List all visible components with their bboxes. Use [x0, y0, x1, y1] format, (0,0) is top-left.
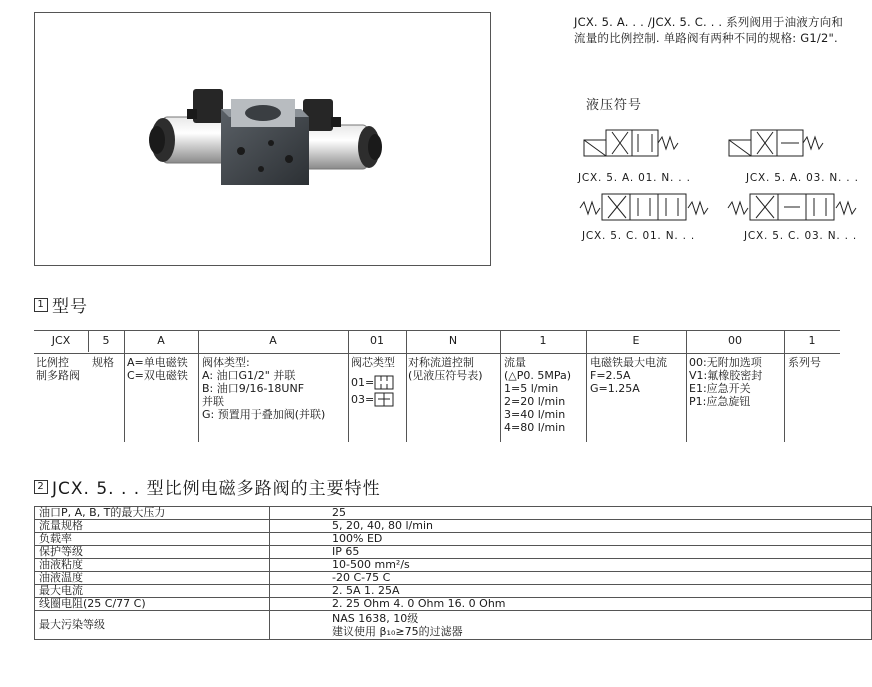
- code-desc-series: 比例控 制多路阀: [36, 356, 80, 382]
- code-header-current: E: [632, 334, 640, 347]
- hydraulic-symbol-a01: [582, 126, 692, 166]
- spec-label: 油口P, A, B, T的最大压力: [35, 507, 270, 520]
- spec-row: [35, 611, 872, 640]
- section-1-number: 1: [34, 298, 48, 312]
- symbol-label-a03: JCX. 5. A. 03. N. . .: [746, 172, 859, 184]
- code-header-options: 00: [728, 334, 742, 347]
- spec-value: NAS 1638, 10级 建议使用 β₁₀≥75的过滤器: [270, 611, 872, 640]
- code-desc-body-type: 阀体类型: A: 油口G1/2" 并联 B: 油口9/16-18UNF 并联 G: 预置用于叠加阀(并联): [202, 356, 326, 421]
- symbol-label-c03: JCX. 5. C. 03. N. . .: [744, 230, 858, 242]
- spool-symbol-03: [374, 392, 394, 407]
- section-1-title: [34, 292, 88, 317]
- symbol-label-a01: JCX. 5. A. 01. N. . .: [578, 172, 691, 184]
- spec-row: [35, 520, 872, 533]
- intro-text: [574, 14, 870, 46]
- spec-value: 25: [270, 507, 872, 520]
- code-desc-flow: 流量 (△P0. 5MPa) 1=5 l/min 2=20 l/min 3=40 l/min 4=80 l/min: [504, 356, 572, 434]
- spec-row: [35, 572, 872, 585]
- spec-label: 油液温度: [35, 572, 270, 585]
- intro-line-2: 流量的比例控制. 单路阀有两种不同的规格: G1/2".: [574, 31, 838, 45]
- spec-value: -20 C-75 C: [270, 572, 872, 585]
- spec-label: 最大电流: [35, 585, 270, 598]
- hydraulic-symbols-title: 液压符号: [586, 98, 643, 113]
- spec-value: IP 65: [270, 546, 872, 559]
- spec-value: 5, 20, 40, 80 l/min: [270, 520, 872, 533]
- section-2-title: [34, 474, 381, 499]
- spec-value: 100% ED: [270, 533, 872, 546]
- spec-row: [35, 507, 872, 520]
- spec-label: 流量规格: [35, 520, 270, 533]
- section-1-title-text: 型号: [52, 297, 88, 317]
- code-header-series: JCX: [51, 334, 71, 347]
- spec-row: [35, 585, 872, 598]
- code-desc-spool: 阀芯类型 01= 03=: [351, 356, 395, 406]
- spec-value: 2. 5A 1. 25A: [270, 585, 872, 598]
- spec-value: 10-500 mm²/s: [270, 559, 872, 572]
- spec-value: 2. 25 Ohm 4. 0 Ohm 16. 0 Ohm: [270, 598, 872, 611]
- code-desc-current: 电磁铁最大电流 F=2.5A G=1.25A: [590, 356, 667, 395]
- product-photo-frame: [34, 12, 491, 266]
- spec-label: 最大污染等级: [35, 611, 270, 640]
- spec-label: 保护等级: [35, 546, 270, 559]
- code-header-body-type: A: [269, 334, 277, 347]
- code-desc-options: 00:无附加选项 V1:氟橡胶密封 E1:应急开关 P1:应急旋钮: [689, 356, 763, 408]
- spec-label: 油液粘度: [35, 559, 270, 572]
- spec-row: [35, 546, 872, 559]
- hydraulic-symbol-c01: [576, 190, 716, 226]
- specs-table: [34, 506, 872, 640]
- code-header-solenoid: A: [157, 334, 165, 347]
- section-2-number: 2: [34, 480, 48, 494]
- hydraulic-symbol-a03: [727, 126, 837, 166]
- code-desc-size: 规格: [92, 356, 114, 369]
- symbol-label-c01: JCX. 5. C. 01. N. . .: [582, 230, 696, 242]
- code-header-size: 5: [102, 334, 110, 347]
- spec-row: [35, 533, 872, 546]
- code-header-series-number: 1: [808, 334, 816, 347]
- hydraulic-symbol-c03: [724, 190, 864, 226]
- code-header-flow: 1: [539, 334, 547, 347]
- spool-symbol-01: [374, 375, 394, 390]
- code-header-spool: 01: [370, 334, 384, 347]
- valve-photo: [35, 13, 490, 265]
- intro-line-1: JCX. 5. A. . . /JCX. 5. C. . . 系列阀用于油液方向和: [574, 15, 844, 29]
- spec-row: [35, 559, 872, 572]
- spec-label: 线圈电阻(25 C/77 C): [35, 598, 270, 611]
- spec-label: 负载率: [35, 533, 270, 546]
- code-desc-series-number: 系列号: [788, 356, 821, 369]
- code-header-flow-control: N: [448, 334, 458, 347]
- code-desc-solenoid: A=单电磁铁 C=双电磁铁: [127, 356, 188, 382]
- section-2-title-text: JCX. 5. . . 型比例电磁多路阀的主要特性: [52, 479, 381, 499]
- spec-row: [35, 598, 872, 611]
- code-desc-flow-control: 对称流道控制 (见液压符号表): [408, 356, 483, 382]
